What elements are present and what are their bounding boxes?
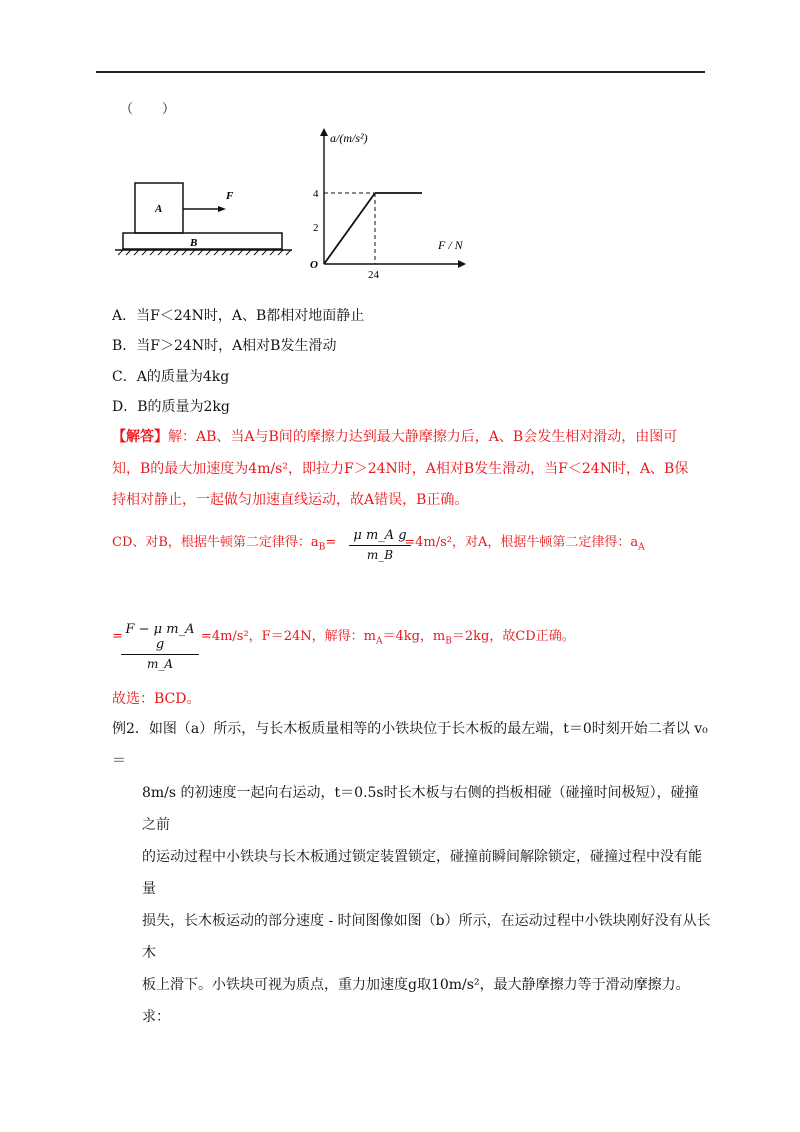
- answer-tag: 【解答】: [112, 429, 168, 445]
- answer-line-5: = =4m/s²，F＝24N，解得：$m_A=4kg$，$m_B=2kg$，故CD正确。: [112, 629, 575, 647]
- ground-hatch: [118, 250, 291, 255]
- x-axis-label: F / N: [438, 238, 463, 252]
- option-a: A．当F＜24N时，A、B都相对地面静止: [112, 308, 365, 324]
- header-rule: [96, 71, 705, 73]
- option-d: D．B的质量为2kg: [112, 399, 230, 415]
- example-2-line-1: 例2．如图（a）所示，与长木板质量相等的小铁块位于长木板的最左端，t＝0时刻开始二者以 v₀＝: [112, 721, 708, 769]
- option-b: B．当F＞24N时，A相对B发生滑动: [112, 338, 337, 354]
- block-a-label: A: [155, 203, 163, 215]
- y-axis-arrow: [320, 128, 328, 136]
- block-b-label: B: [190, 237, 198, 249]
- origin-label: O: [310, 259, 318, 271]
- physics-figure: [110, 128, 470, 278]
- answer-line-cd: CD、对B，根据牛顿第二定律得：$a_B= =4m/s^2$，对A，根据牛顿第二定律得：$a_A$: [112, 535, 645, 553]
- block-diagram: [115, 183, 292, 255]
- answer-blank: （ ）: [120, 102, 177, 117]
- example-2-line-5: 板上滑下。小铁块可视为质点，重力加速度g取10m/s²，最大静摩擦力等于滑动摩擦力。求：: [142, 977, 690, 1025]
- answer-choice: 故选：BCD。: [112, 691, 201, 707]
- graph-rise: [324, 193, 375, 264]
- acceleration-graph: [310, 128, 466, 278]
- example-2: [112, 713, 712, 1033]
- example-2-line-2: 8m/s 的初速度一起向右运动，t＝0.5s时长木板与右侧的挡板相碰（碰撞时间极短），碰撞之前: [142, 785, 699, 833]
- x-axis-arrow: [458, 260, 466, 268]
- option-c: C．A的质量为4kg: [112, 369, 230, 385]
- answer-line-3: 持相对静止，一起做匀加速直线运动，故A错误，B正确。: [112, 492, 469, 508]
- force-label: F: [226, 190, 234, 202]
- tick-24: 24: [368, 269, 379, 278]
- y-axis-label: a/(m/s²): [330, 131, 368, 145]
- force-arrowhead: [218, 206, 226, 212]
- fraction-ab: μ m_A g m_B: [349, 528, 411, 562]
- example-2-line-3: 的运动过程中小铁块与长木板通过锁定装置锁定，碰撞前瞬间解除锁定，碰撞过程中没有能量: [142, 849, 702, 897]
- tick-2: 2: [313, 222, 319, 234]
- answer-line-1: 【解答】解：AB、当A与B间的摩擦力达到最大静摩擦力后，A、B会发生相对滑动，由图可: [112, 429, 678, 445]
- example-2-line-4: 损失，长木板运动的部分速度 - 时间图像如图（b）所示，在运动过程中小铁块刚好没有从长木: [142, 913, 711, 961]
- answer-line-2: 知，B的最大加速度为4m/s²，即拉力F＞24N时，A相对B发生滑动，当F＜24N时，A、B保: [112, 461, 689, 477]
- fraction-fa: F − μ m_A g m_A: [121, 622, 199, 671]
- block-b: [123, 233, 282, 249]
- tick-4: 4: [313, 188, 319, 200]
